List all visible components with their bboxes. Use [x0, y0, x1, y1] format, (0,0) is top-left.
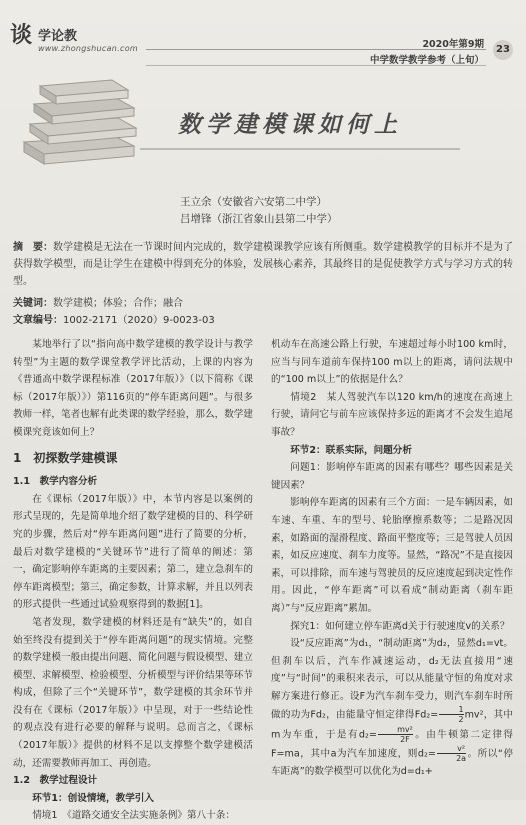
- abstract: [13, 239, 513, 290]
- left-column: [13, 336, 253, 825]
- formula-text-c: 。由牛顿第二定律得F=ma，其中a为汽车加速度，则d₂=: [271, 729, 513, 760]
- right-paragraph-4: [271, 635, 513, 780]
- author-2: 吕增锋（浙江省象山县第二中学）: [180, 213, 338, 225]
- title-underline: [140, 148, 460, 150]
- subsection-heading-1-2: 1.2 教学过程设计: [13, 775, 98, 787]
- step-1-heading: 环节1：创设情境，教学引入: [32, 792, 154, 804]
- article-id-label: 文章编号：: [13, 315, 63, 326]
- formula-text-a: 设“反应距离”为d₁，“制动距离”为d₂，显然d₁=vt。但刹车以后，汽车作减速运动，d₂无法直接用“速度”与“时间”的乘积来表示，可以从能量守恒的角度对求解方案进行修正。设F为汽车刹车受力，则汽车刹车时所做的功为Fd₂，由能量守恒定律得Fd₂=: [271, 638, 513, 721]
- question-1: 问题1：影响停车距离的因素有哪些？哪些因素是关键因素？: [271, 462, 513, 491]
- right-paragraph-2: 影响停车距离的因素有三个方面：一是车辆因素，如车速、车重、车的型号、轮胎摩擦系数等；二是路况因素，如路面的湿滑程度、路面平整度等；三是驾驶人员因素，如反应速度、刹车力度等。显然，“路况”不是直接因素，可以排除，而车速与驾驶员的反应速度起到决定性作用。因此，“停车距离”可以看成“制动距离（刹车距离）”与“反应距离”累加。: [271, 497, 513, 614]
- right-column: [271, 336, 513, 780]
- keywords: [13, 294, 313, 309]
- paragraph-1-1-b: 笔者发现，数学建模的材料还是有“缺失”的，如自始至终没有提到关于“停车距离问题”的现实情境。完整的数学建模一般由提出问题、简化问题与假设模型、建立模型、求解模型、检验模型、分析模型与评价结果等环节构成，但除了三个“关键环节”，数学建模的其余环节并没有在《课标（2017年版）》中呈现，对于一些结论性的观点没有进行必要的解释与说明。总而言之，《课标（2017年版）》提供的材料不足以支撑整个数学建模活动，还需要教师再加工、再创造。: [13, 616, 253, 769]
- logo-name: 学论教: [38, 29, 78, 44]
- article-id: [13, 311, 313, 326]
- keywords-label: 关键词：: [13, 298, 53, 309]
- section-heading-1: 1 初探数学建模课: [13, 450, 118, 465]
- fraction-v2-2a: $\frac{\text{v²}}{2a}$: [437, 744, 466, 763]
- fraction-mv2-2F: $\frac{\text{mv²}}{2F}$: [378, 725, 413, 744]
- header-info: [370, 36, 484, 66]
- paragraph-1-1-a: 在《课标（2017年版）》中，本节内容是以案例的形式呈现的，先是简单地介绍了数学建模的目的、科学研究的步骤，然后对“停车距离问题”进行了简要的分析，最后对数学建模的“关键环节”进行了简单的阐述：第一，确定影响停车距离的主要因素；第二，建立急刹车的停车距离模型；第三，确定参数，计算求解，并且以列表的形式提供一些通过试验观察得到的数据[1]。: [13, 493, 253, 611]
- books-illustration: [18, 72, 140, 168]
- fraction-half: $\frac{1}{2}$: [439, 705, 463, 724]
- article-title: 数学建模课如何上: [178, 111, 402, 138]
- formula-text-b: mv²，其中m为车重，于是有d₂=: [271, 709, 513, 741]
- issue-label: 2020年第9期: [422, 39, 484, 50]
- subsection-heading-1-1: 1.1 教学内容分析: [13, 476, 98, 488]
- article-id-text: 1002-2171（2020）9-0023-03: [63, 315, 215, 326]
- formula-text-d: 。所以“停车距离”的数学模型可以优化为d=d₁+: [271, 748, 513, 777]
- page-number: 23: [493, 40, 513, 60]
- journal-url: www.zhongshucan.com: [38, 44, 138, 53]
- author-block: [180, 194, 380, 228]
- keywords-text: 数学建模；体验；合作；融合: [53, 298, 183, 309]
- step-2-heading: 环节2：联系实际，问题分析: [290, 444, 412, 456]
- scene-1: 情境1 《道路交通安全法实施条例》第八十条：: [32, 810, 235, 822]
- logo-mark: 谈: [10, 22, 33, 48]
- abstract-label: 摘 要：: [13, 242, 53, 253]
- right-paragraph-1: 机动车在高速公路上行驶，车速超过每小时100 km时，应当与同车道前车保持100 m以上的距离，请问法规中的“100 m以上”的依据是什么？: [271, 339, 513, 386]
- exploration-1: 探究1：如何建立停车距离d关于行驶速度v的关系？: [290, 620, 510, 632]
- journal-name: 中学数学教学参考（上旬）: [369, 55, 484, 66]
- author-1: 王立余（安徽省六安第二中学）: [180, 196, 327, 208]
- abstract-text: 数学建模是无法在一节课时间内完成的，数学建模课教学应该有所侧重。数学建模教学的目标并不是为了获得数学模型，而是让学生在建模中得到充分的体验，发展核心素养，其最终目的是促使教学方式与学习方式的转型。: [13, 242, 513, 287]
- scene-2: 情境2 某人驾驶汽车以120 km/h的速度在高速上行驶，请问它与前车应该保持多远的距离才不会发生追尾事故？: [271, 391, 513, 438]
- intro-paragraph: 某地举行了以“指向高中数学建模的教学设计与教学转型”为主题的数学课堂教学评比活动，上课的内容为《普通高中数学课程标准（2017年版）》（以下简称《课标（2017年版）》）第116页的“停车距离问题”。与很多教师一样，笔者也解有此类课的数学经验，那么，数学建模课究竟该如何上？: [13, 339, 253, 438]
- journal-logo: [10, 18, 150, 60]
